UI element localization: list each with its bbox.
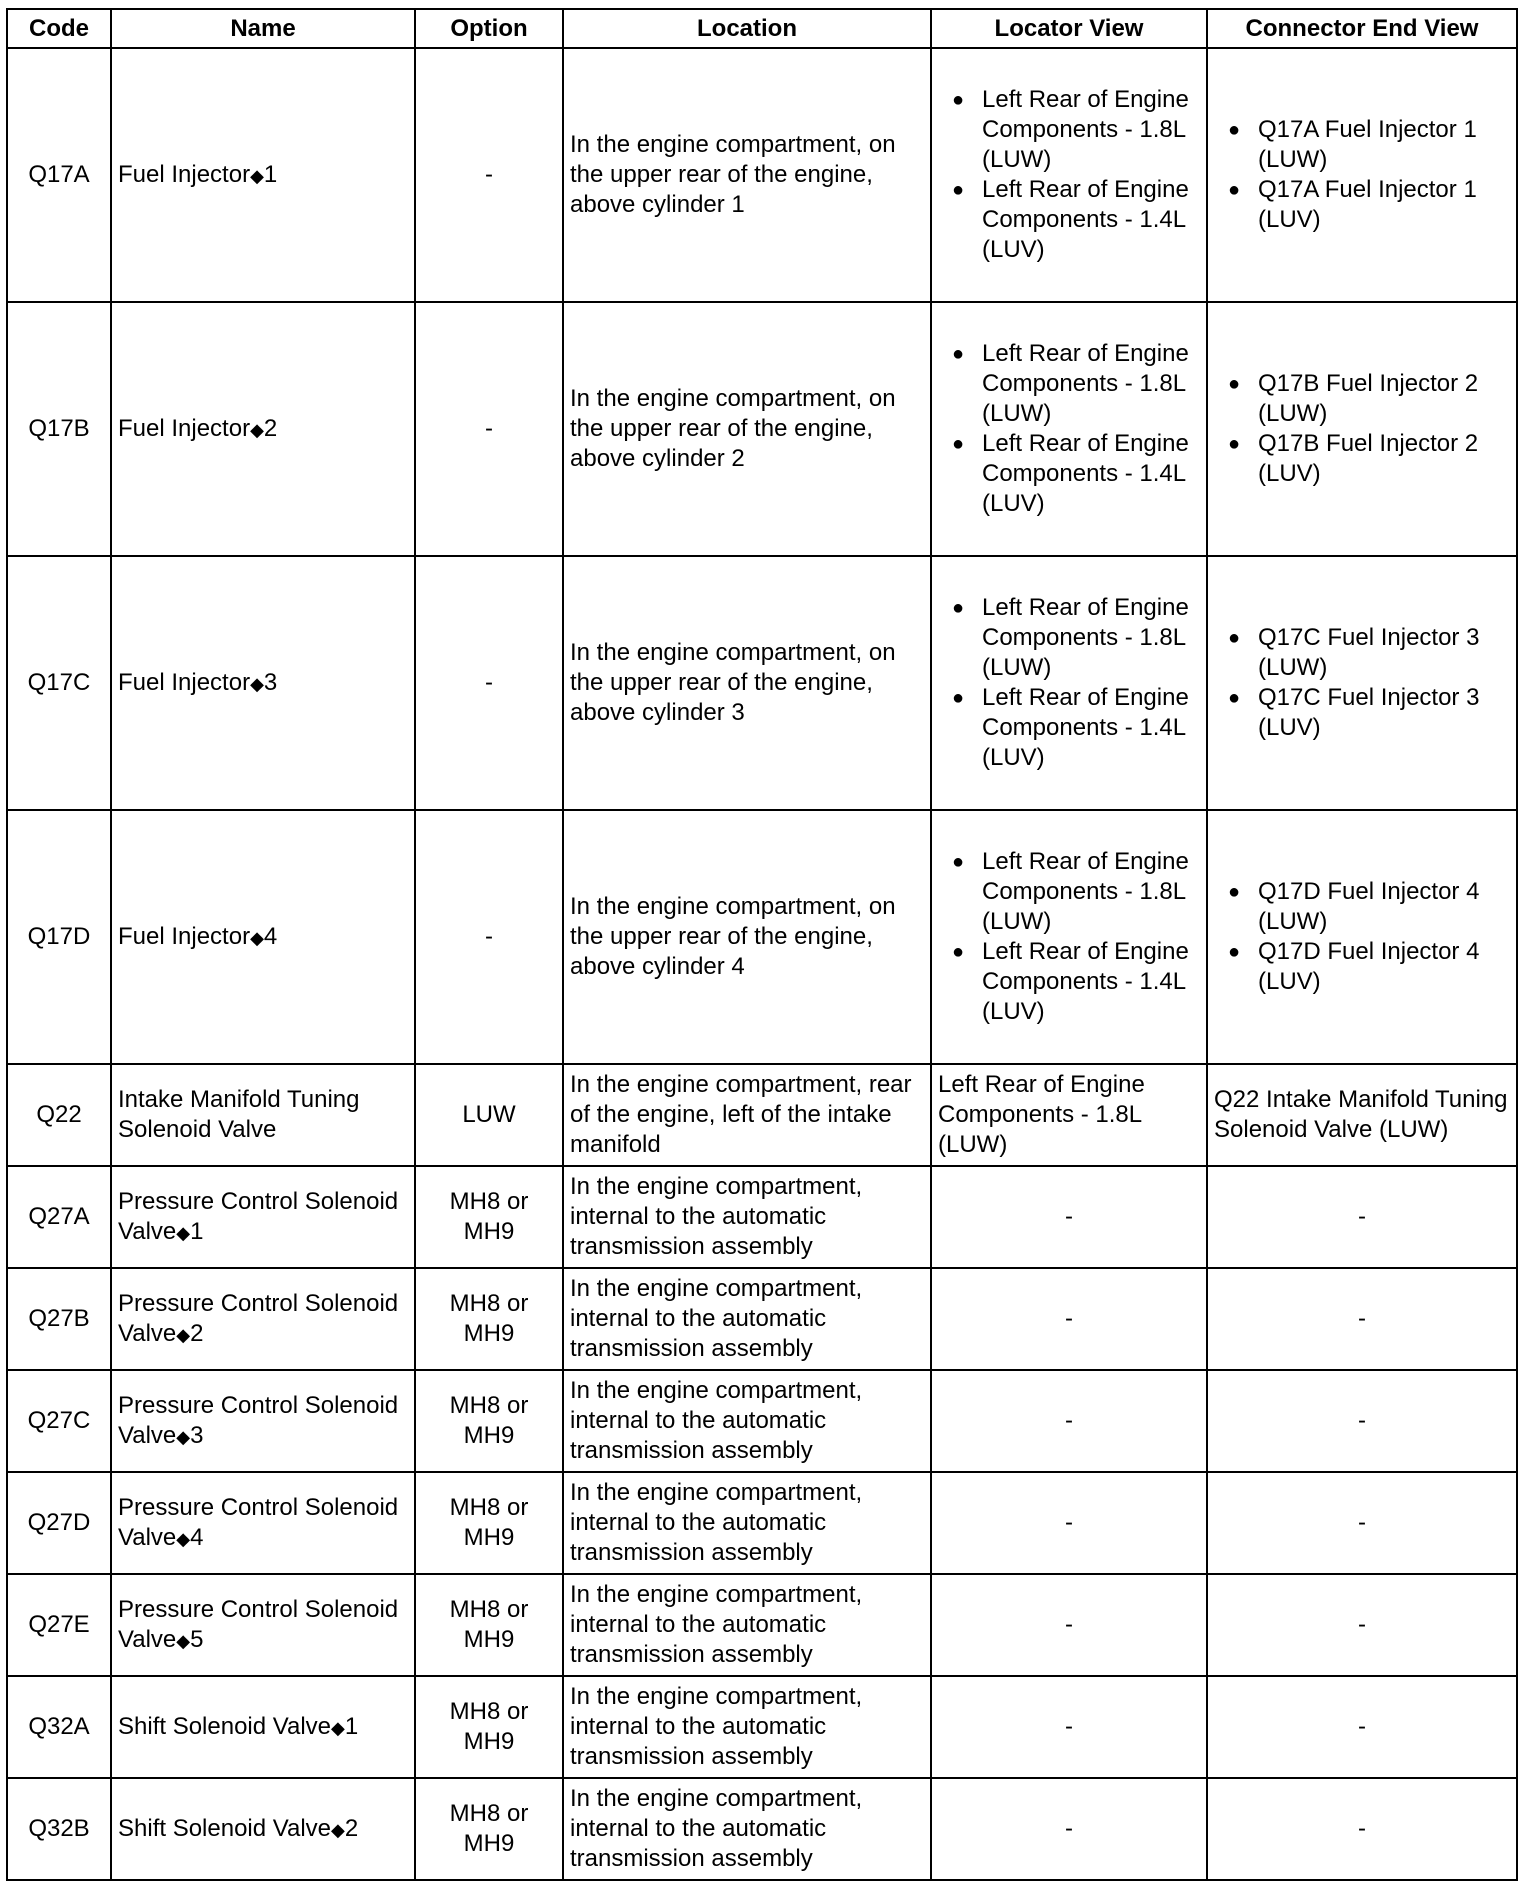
cell-locator-view: -: [931, 1472, 1207, 1574]
cell-locator-view: -: [931, 1370, 1207, 1472]
cell-connector-end-view: -: [1207, 1370, 1517, 1472]
name-subscript: 4: [190, 1523, 204, 1551]
cell-name: [111, 1778, 415, 1880]
cell-locator-view: -: [931, 1676, 1207, 1778]
connector-link[interactable]: ● Q17B Fuel Injector 2 (LUV): [1214, 429, 1510, 489]
cell-locator-view: -: [931, 1574, 1207, 1676]
cell-code: Q27B: [7, 1268, 111, 1370]
cell-code: Q27D: [7, 1472, 111, 1574]
cell-locator-view: [931, 556, 1207, 810]
cell-location: In the engine compartment, internal to the automatic transmission assembly: [563, 1472, 931, 1574]
header-code: Code: [7, 9, 111, 48]
name-subscript: 2: [190, 1319, 204, 1347]
name-subscript: 1: [344, 1712, 359, 1740]
cell-code: Q27E: [7, 1574, 111, 1676]
name-text: Fuel Injector: [118, 160, 251, 188]
connector-link[interactable]: ● Q17A Fuel Injector 1 (LUV): [1214, 175, 1510, 235]
diamond-icon: ◆: [250, 673, 264, 694]
cell-code: Q22: [7, 1064, 111, 1166]
cell-code: Q27A: [7, 1166, 111, 1268]
cell-location: In the engine compartment, on the upper rear of the engine, above cylinder 1: [563, 48, 931, 302]
cell-location: In the engine compartment, on the upper rear of the engine, above cylinder 3: [563, 556, 931, 810]
cell-connector-end-view: -: [1207, 1676, 1517, 1778]
locator-link[interactable]: ● Left Rear of Engine Components - 1.4L (LUV): [938, 683, 1200, 773]
cell-name: [111, 1370, 415, 1472]
cell-locator-view: -: [931, 1268, 1207, 1370]
cell-connector-end-view: [1207, 1064, 1517, 1166]
header-location: Location: [563, 9, 931, 48]
name-text: Fuel Injector: [118, 668, 251, 696]
connector-link[interactable]: ● Q17C Fuel Injector 3 (LUW): [1214, 623, 1510, 683]
diamond-icon: ◆: [176, 1426, 191, 1447]
diamond-icon: ◆: [250, 927, 264, 948]
cell-locator-view: [931, 810, 1207, 1064]
name-subscript: 4: [263, 922, 278, 950]
cell-connector-end-view: -: [1207, 1268, 1517, 1370]
locator-link[interactable]: ● Left Rear of Engine Components - 1.8L (LUW): [938, 85, 1200, 175]
cell-location: In the engine compartment, internal to the automatic transmission assembly: [563, 1778, 931, 1880]
header-row: [7, 9, 1517, 48]
cell-connector-end-view: -: [1207, 1166, 1517, 1268]
header-locator-view: Locator View: [931, 9, 1207, 48]
cell-option: -: [415, 810, 563, 1064]
cell-option: MH8 or MH9: [415, 1676, 563, 1778]
table-row: [7, 810, 1517, 1064]
connector-link[interactable]: ● Q17D Fuel Injector 4 (LUW): [1214, 877, 1510, 937]
name-text: Fuel Injector: [118, 922, 251, 950]
cell-name: [111, 48, 415, 302]
cell-option: -: [415, 48, 563, 302]
name-subscript: 2: [344, 1814, 359, 1842]
cell-name: [111, 1676, 415, 1778]
cell-locator-view: [931, 1064, 1207, 1166]
cell-code: Q27C: [7, 1370, 111, 1472]
cell-option: MH8 or MH9: [415, 1472, 563, 1574]
header-name: Name: [111, 9, 415, 48]
cell-location: In the engine compartment, internal to the automatic transmission assembly: [563, 1676, 931, 1778]
cell-code: Q17A: [7, 48, 111, 302]
name-subscript: 1: [263, 160, 278, 188]
name-text: Shift Solenoid Valve: [118, 1712, 332, 1740]
table-row: [7, 1574, 1517, 1676]
connector-link[interactable]: Q22 Intake Manifold Tuning Solenoid Valve (LUW): [1214, 1086, 1508, 1143]
cell-location: In the engine compartment, internal to the automatic transmission assembly: [563, 1370, 931, 1472]
diamond-icon: ◆: [331, 1717, 345, 1738]
cell-locator-view: -: [931, 1778, 1207, 1880]
cell-connector-end-view: [1207, 302, 1517, 556]
name-text: Pressure Control Solenoid Valve: [118, 1391, 399, 1449]
cell-option: MH8 or MH9: [415, 1166, 563, 1268]
diamond-icon: ◆: [176, 1528, 191, 1549]
name-subscript: 3: [263, 668, 278, 696]
locator-link[interactable]: Left Rear of Engine Components - 1.8L (LUW): [938, 1071, 1145, 1158]
cell-location: In the engine compartment, on the upper rear of the engine, above cylinder 4: [563, 810, 931, 1064]
table-row: [7, 1268, 1517, 1370]
name-text: Pressure Control Solenoid Valve: [118, 1595, 399, 1653]
connector-link[interactable]: ● Q17C Fuel Injector 3 (LUV): [1214, 683, 1510, 743]
cell-code: Q32A: [7, 1676, 111, 1778]
connector-link[interactable]: ● Q17B Fuel Injector 2 (LUW): [1214, 369, 1510, 429]
cell-location: In the engine compartment, internal to the automatic transmission assembly: [563, 1574, 931, 1676]
table-row: [7, 556, 1517, 810]
cell-option: MH8 or MH9: [415, 1778, 563, 1880]
cell-connector-end-view: [1207, 810, 1517, 1064]
cell-option: -: [415, 556, 563, 810]
diamond-icon: ◆: [176, 1222, 191, 1243]
diamond-icon: ◆: [250, 165, 264, 186]
cell-name: Intake Manifold Tuning Solenoid Valve: [111, 1064, 415, 1166]
table-row: [7, 48, 1517, 302]
diamond-icon: ◆: [176, 1324, 191, 1345]
cell-locator-view: -: [931, 1166, 1207, 1268]
cell-code: Q17B: [7, 302, 111, 556]
table-row: [7, 1064, 1517, 1166]
locator-link[interactable]: ● Left Rear of Engine Components - 1.4L (LUV): [938, 429, 1200, 519]
cell-option: LUW: [415, 1064, 563, 1166]
locator-link[interactable]: ● Left Rear of Engine Components - 1.8L (LUW): [938, 593, 1200, 683]
cell-name: [111, 556, 415, 810]
cell-name: [111, 1574, 415, 1676]
cell-option: MH8 or MH9: [415, 1574, 563, 1676]
cell-name: [111, 302, 415, 556]
cell-location: In the engine compartment, on the upper rear of the engine, above cylinder 2: [563, 302, 931, 556]
diamond-icon: ◆: [331, 1819, 345, 1840]
cell-name: [111, 1472, 415, 1574]
name-subscript: 5: [190, 1625, 204, 1653]
cell-locator-view: [931, 48, 1207, 302]
cell-option: -: [415, 302, 563, 556]
locator-link[interactable]: ● Left Rear of Engine Components - 1.4L (LUV): [938, 937, 1200, 1027]
table-row: [7, 1370, 1517, 1472]
cell-connector-end-view: -: [1207, 1574, 1517, 1676]
name-text: Pressure Control Solenoid Valve: [118, 1493, 399, 1551]
component-locator-table: [6, 8, 1518, 1881]
cell-name: [111, 1268, 415, 1370]
diamond-icon: ◆: [176, 1630, 191, 1651]
cell-locator-view: [931, 302, 1207, 556]
cell-option: MH8 or MH9: [415, 1370, 563, 1472]
header-option: Option: [415, 9, 563, 48]
cell-location: In the engine compartment, internal to the automatic transmission assembly: [563, 1268, 931, 1370]
name-text: Pressure Control Solenoid Valve: [118, 1289, 399, 1347]
cell-connector-end-view: [1207, 556, 1517, 810]
table-row: [7, 1778, 1517, 1880]
table-row: [7, 1472, 1517, 1574]
name-text: Pressure Control Solenoid Valve: [118, 1187, 399, 1245]
cell-code: Q17C: [7, 556, 111, 810]
cell-option: MH8 or MH9: [415, 1268, 563, 1370]
table-row: [7, 302, 1517, 556]
name-subscript: 2: [263, 414, 278, 442]
cell-name: [111, 810, 415, 1064]
table-row: [7, 1676, 1517, 1778]
diamond-icon: ◆: [250, 419, 264, 440]
locator-link[interactable]: ● Left Rear of Engine Components - 1.8L (LUW): [938, 847, 1200, 937]
header-connector-end-view: Connector End View: [1207, 9, 1517, 48]
name-subscript: 3: [190, 1421, 204, 1449]
cell-location: In the engine compartment, rear of the engine, left of the intake manifold: [563, 1064, 931, 1166]
name-subscript: 1: [190, 1217, 204, 1245]
connector-link[interactable]: ● Q17A Fuel Injector 1 (LUW): [1214, 115, 1510, 175]
locator-link[interactable]: ● Left Rear of Engine Components - 1.4L (LUV): [938, 175, 1200, 265]
name-text: Fuel Injector: [118, 414, 251, 442]
connector-link[interactable]: ● Q17D Fuel Injector 4 (LUV): [1214, 937, 1510, 997]
cell-connector-end-view: -: [1207, 1778, 1517, 1880]
cell-name: [111, 1166, 415, 1268]
cell-connector-end-view: -: [1207, 1472, 1517, 1574]
cell-connector-end-view: [1207, 48, 1517, 302]
cell-location: In the engine compartment, internal to the automatic transmission assembly: [563, 1166, 931, 1268]
table-row: [7, 1166, 1517, 1268]
cell-code: Q17D: [7, 810, 111, 1064]
name-text: Shift Solenoid Valve: [118, 1814, 332, 1842]
locator-link[interactable]: ● Left Rear of Engine Components - 1.8L (LUW): [938, 339, 1200, 429]
cell-code: Q32B: [7, 1778, 111, 1880]
